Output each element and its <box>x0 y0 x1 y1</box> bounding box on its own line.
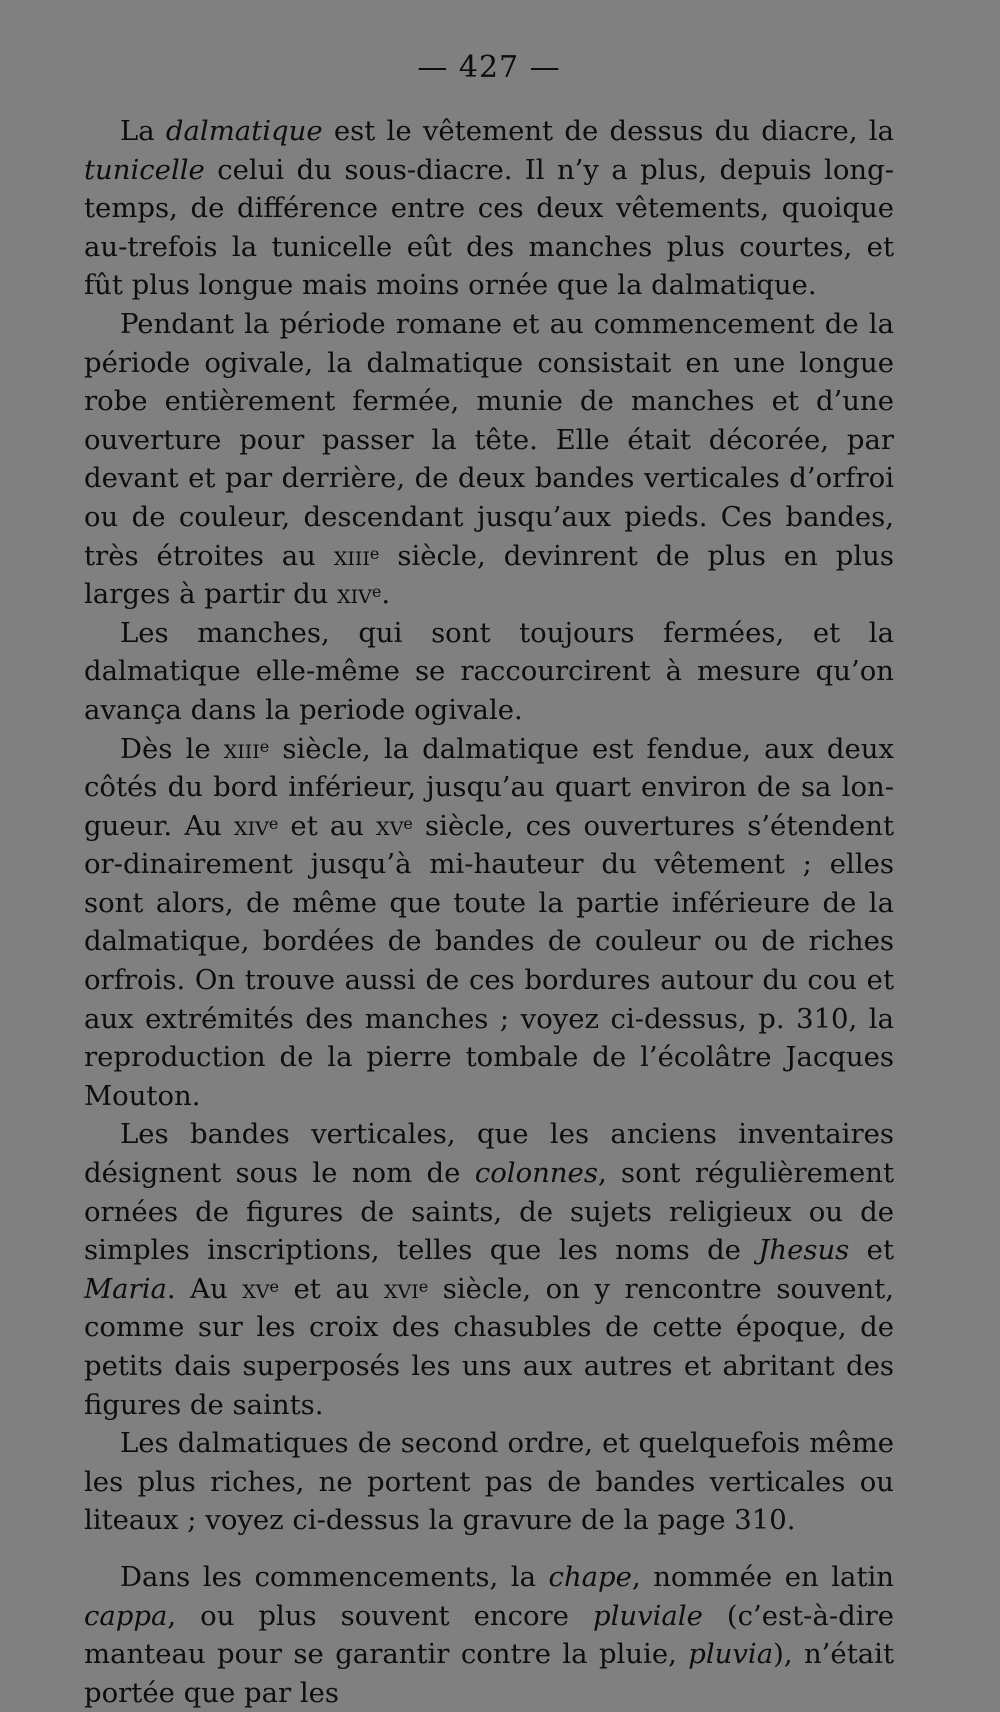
superscript: e <box>371 582 382 602</box>
paragraph <box>84 1558 894 1712</box>
text-run: siècle, ces ouvertures s’étendent or-dinairement jusqu’à mi-hauteur du vêtement ; elles sont alors, de même que toute la partie inférieure de la dalmatique, bordées de bandes de couleur ou de riches orfrois. On trouve aussi de ces bordures autour du cou et aux extrémités des manches ; voyez ci-dessus, p. 310, la reproduction de la pierre tombale de l’écolâtre Jacques Mouton. <box>84 809 894 1112</box>
text-run: celui du sous-diacre. Il n’y a plus, depuis long-temps, de différence entre ces deux vêtements, quoique au-trefois la tunicelle eût des manches plus courtes, et fût plus longue mais moins ornée que la dalmatique. <box>84 153 894 302</box>
text-run: Les dalmatiques de second ordre, et quelquefois même les plus riches, ne portent pas de bandes verticales ou liteaux ; voyez ci-dessus la gravure de la page 310. <box>84 1427 894 1537</box>
italic-text: cappa <box>84 1599 168 1632</box>
italic-text: Jhesus <box>758 1234 850 1267</box>
italic-text: pluviale <box>592 1599 703 1632</box>
italic-text: Maria <box>84 1272 167 1305</box>
text-run: Dans les commencements, la <box>120 1560 549 1593</box>
superscript: e <box>269 1276 279 1296</box>
text-run: siècle, devinrent de plus en plus larges à partir du <box>84 539 894 611</box>
text-run: , ou plus souvent encore <box>167 1599 593 1632</box>
superscript: e <box>369 543 380 563</box>
paragraph <box>84 1424 894 1540</box>
document-page <box>84 48 894 1712</box>
text-run: Pendant la période romane et au commencement de la période ogivale, la dalmatique consistait en une longue robe entièrement fermée, munie de manches et d’une ouverture pour passer la tête. Elle était décorée, par devant et par derrière, de deux bandes verticales d’orfroi ou de couleur, descendant jusqu’aux pieds. Ces bandes, très étroites au <box>84 307 894 572</box>
italic-text: pluvia <box>688 1638 774 1671</box>
roman-numeral: xiv <box>234 809 269 842</box>
text-run: . <box>381 578 391 611</box>
roman-numeral: xv <box>376 809 404 842</box>
text-run: et <box>849 1234 894 1267</box>
superscript: e <box>259 736 270 756</box>
roman-numeral: xv <box>242 1272 270 1305</box>
paragraph <box>84 730 894 1116</box>
text-run: est le vêtement de dessus du diacre, la <box>322 115 894 147</box>
italic-text: dalmatique <box>165 115 323 147</box>
roman-numeral: xiii <box>223 732 260 765</box>
text-run: Les bandes verticales, que les anciens inventaires désignent sous le nom de <box>84 1118 894 1190</box>
superscript: e <box>268 813 279 833</box>
paragraph <box>84 614 894 730</box>
text-run: siècle, la dalmatique est fendue, aux deux côtés du bord inférieur, jusqu’au quart environ de sa lon-gueur. Au <box>84 732 894 842</box>
text-run: ), n’était portée que par les <box>84 1638 894 1709</box>
roman-numeral: xvi <box>384 1272 419 1305</box>
superscript: e <box>403 813 413 833</box>
text-run: et au <box>278 1272 384 1305</box>
text-run: , sont régulièrement ornées de figures de saints, de sujets religieux ou de simples inscriptions, telles que les noms de <box>84 1157 894 1267</box>
superscript: e <box>418 1276 429 1296</box>
text-run: Les manches, qui sont toujours fermées, et la dalmatique elle-même se raccourcirent à mesure qu’on avança dans la periode ogivale. <box>84 616 894 726</box>
italic-text: tunicelle <box>84 153 205 186</box>
text-run: , nommée en latin <box>631 1560 894 1593</box>
text-body <box>84 112 894 1712</box>
italic-text: colonnes <box>474 1157 598 1190</box>
paragraph <box>84 112 894 305</box>
page-number: — 427 — <box>417 50 561 85</box>
paragraph <box>84 1115 894 1424</box>
text-run: Dès le <box>120 732 224 765</box>
text-run: . Au <box>166 1272 243 1305</box>
roman-numeral: xiv <box>337 578 372 611</box>
italic-text: chape <box>548 1560 632 1593</box>
text-run: siècle, on y rencontre souvent, comme sur les croix des chasubles de cette époque, de petits dais superposés les uns aux autres et abritant des figures de saints. <box>84 1272 895 1421</box>
text-run: et au <box>278 809 377 842</box>
roman-numeral: xiii <box>333 539 370 572</box>
text-run: La <box>120 115 166 147</box>
text-run: (c’est-à-dire manteau pour se garantir contre la pluie, <box>84 1599 894 1671</box>
paragraph <box>84 305 894 614</box>
